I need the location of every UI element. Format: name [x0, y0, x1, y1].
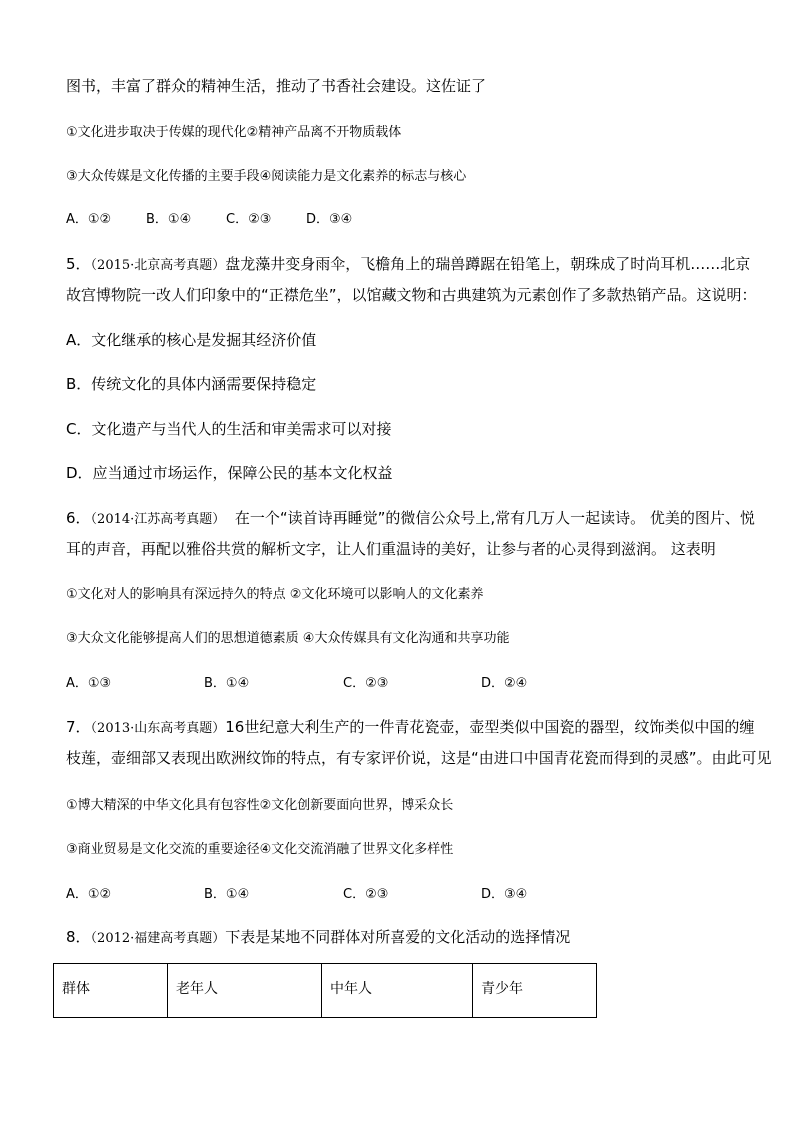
- q7-stem-text: 16世纪意大利生产的一件青花瓷壶，壶型类似中国瓷的器型，纹饰类似中国的缠: [225, 718, 755, 736]
- q5-stem-line-2: 故宫博物院一改人们印象中的“正襟危坐”，以馆藏文物和古典建筑为元素创作了多款热销产品。这说明：: [66, 286, 757, 304]
- q6-statement-3-4: ③大众文化能够提高人们的思想道德素质 ④大众传媒具有文化沟通和共享功能: [66, 631, 510, 646]
- table-header-cell: 中年人: [322, 964, 473, 1018]
- q8-table: [53, 963, 597, 1018]
- q7-statement-3-4: ③商业贸易是文化交流的重要途径④文化交流消融了世界文化多样性: [66, 842, 454, 857]
- q4-option-b: B．①④: [146, 212, 192, 227]
- q8-source: （2012·福建高考真题）: [90, 931, 226, 946]
- q7-option-b: B．①④: [204, 887, 250, 902]
- q4-option-c: C．②③: [226, 212, 272, 227]
- q4-stem-line: 图书，丰富了群众的精神生活，推动了书香社会建设。这佐证了: [66, 77, 487, 95]
- q6-option-d: D．②④: [481, 676, 528, 691]
- q7-source: （2013·山东高考真题）: [90, 721, 226, 736]
- q7-stem-line-2: 枝莲，壶细部又表现出欧洲纹饰的特点，有专家评价说，这是“由进口中国青花瓷而得到的灵感”。由此可见: [66, 749, 772, 767]
- q6-stem-line-1: [66, 507, 755, 528]
- q6-options: [66, 672, 527, 691]
- table-header-cell: 青少年: [473, 964, 597, 1018]
- q6-option-b: B．①④: [204, 676, 250, 691]
- q6-stem-line-2: 耳的声音，再配以雅俗共赏的解析文字，让人们重温诗的美好，让参与者的心灵得到滋润。 这表明: [66, 540, 716, 558]
- q7-option-d: D．③④: [481, 887, 528, 902]
- q7-option-a: A．①②: [66, 887, 112, 902]
- q6-stem-text: 在一个“读首诗再睡觉”的微信公众号上,常有几万人一起读诗。 优美的图片、悦: [234, 509, 755, 527]
- q7-option-c: C．②③: [343, 887, 389, 902]
- table-row: [54, 964, 597, 1018]
- q7-stem-line-1: [66, 716, 754, 737]
- q7-number: 7．: [66, 718, 91, 736]
- q4-option-d: D．③④: [306, 212, 353, 227]
- q7-statement-1-2: ①博大精深的中华文化具有包容性②文化创新要面向世界，博采众长: [66, 798, 454, 813]
- q6-source: （2014·江苏高考真题）: [90, 512, 226, 527]
- table-header-cell: 老年人: [168, 964, 322, 1018]
- q8-stem-line-1: [66, 926, 570, 947]
- q4-statement-3-4: ③大众传媒是文化传播的主要手段④阅读能力是文化素养的标志与核心: [66, 169, 467, 184]
- q7-options: [66, 883, 527, 902]
- q6-option-c: C．②③: [343, 676, 389, 691]
- q5-stem-text: 盘龙藻井变身雨伞，飞檐角上的瑞兽蹲踞在铅笔上，朝珠成了时尚耳机……北京: [225, 255, 751, 273]
- q5-option-a: A．文化继承的核心是发掘其经济价值: [66, 331, 317, 349]
- q4-options: [66, 208, 352, 227]
- q5-source: （2015·北京高考真题）: [90, 258, 226, 273]
- q5-option-b: B．传统文化的具体内涵需要保持稳定: [66, 375, 317, 393]
- q5-number: 5．: [66, 255, 91, 273]
- q5-stem-line-1: [66, 253, 750, 274]
- q8-number: 8．: [66, 928, 91, 946]
- q6-statement-1-2: ①文化对人的影响具有深远持久的特点 ②文化环境可以影响人的文化素养: [66, 587, 484, 602]
- q4-statement-1-2: ①文化进步取决于传媒的现代化②精神产品离不开物质载体: [66, 125, 402, 140]
- q5-option-c: C．文化遗产与当代人的生活和审美需求可以对接: [66, 420, 392, 438]
- q6-number: 6．: [66, 509, 91, 527]
- q6-option-a: A．①③: [66, 676, 112, 691]
- table-header-cell: 群体: [54, 964, 168, 1018]
- q5-option-d: D．应当通过市场运作，保障公民的基本文化权益: [66, 464, 393, 482]
- q8-stem-text: 下表是某地不同群体对所喜爱的文化活动的选择情况: [225, 928, 571, 946]
- q4-option-a: A．①②: [66, 212, 112, 227]
